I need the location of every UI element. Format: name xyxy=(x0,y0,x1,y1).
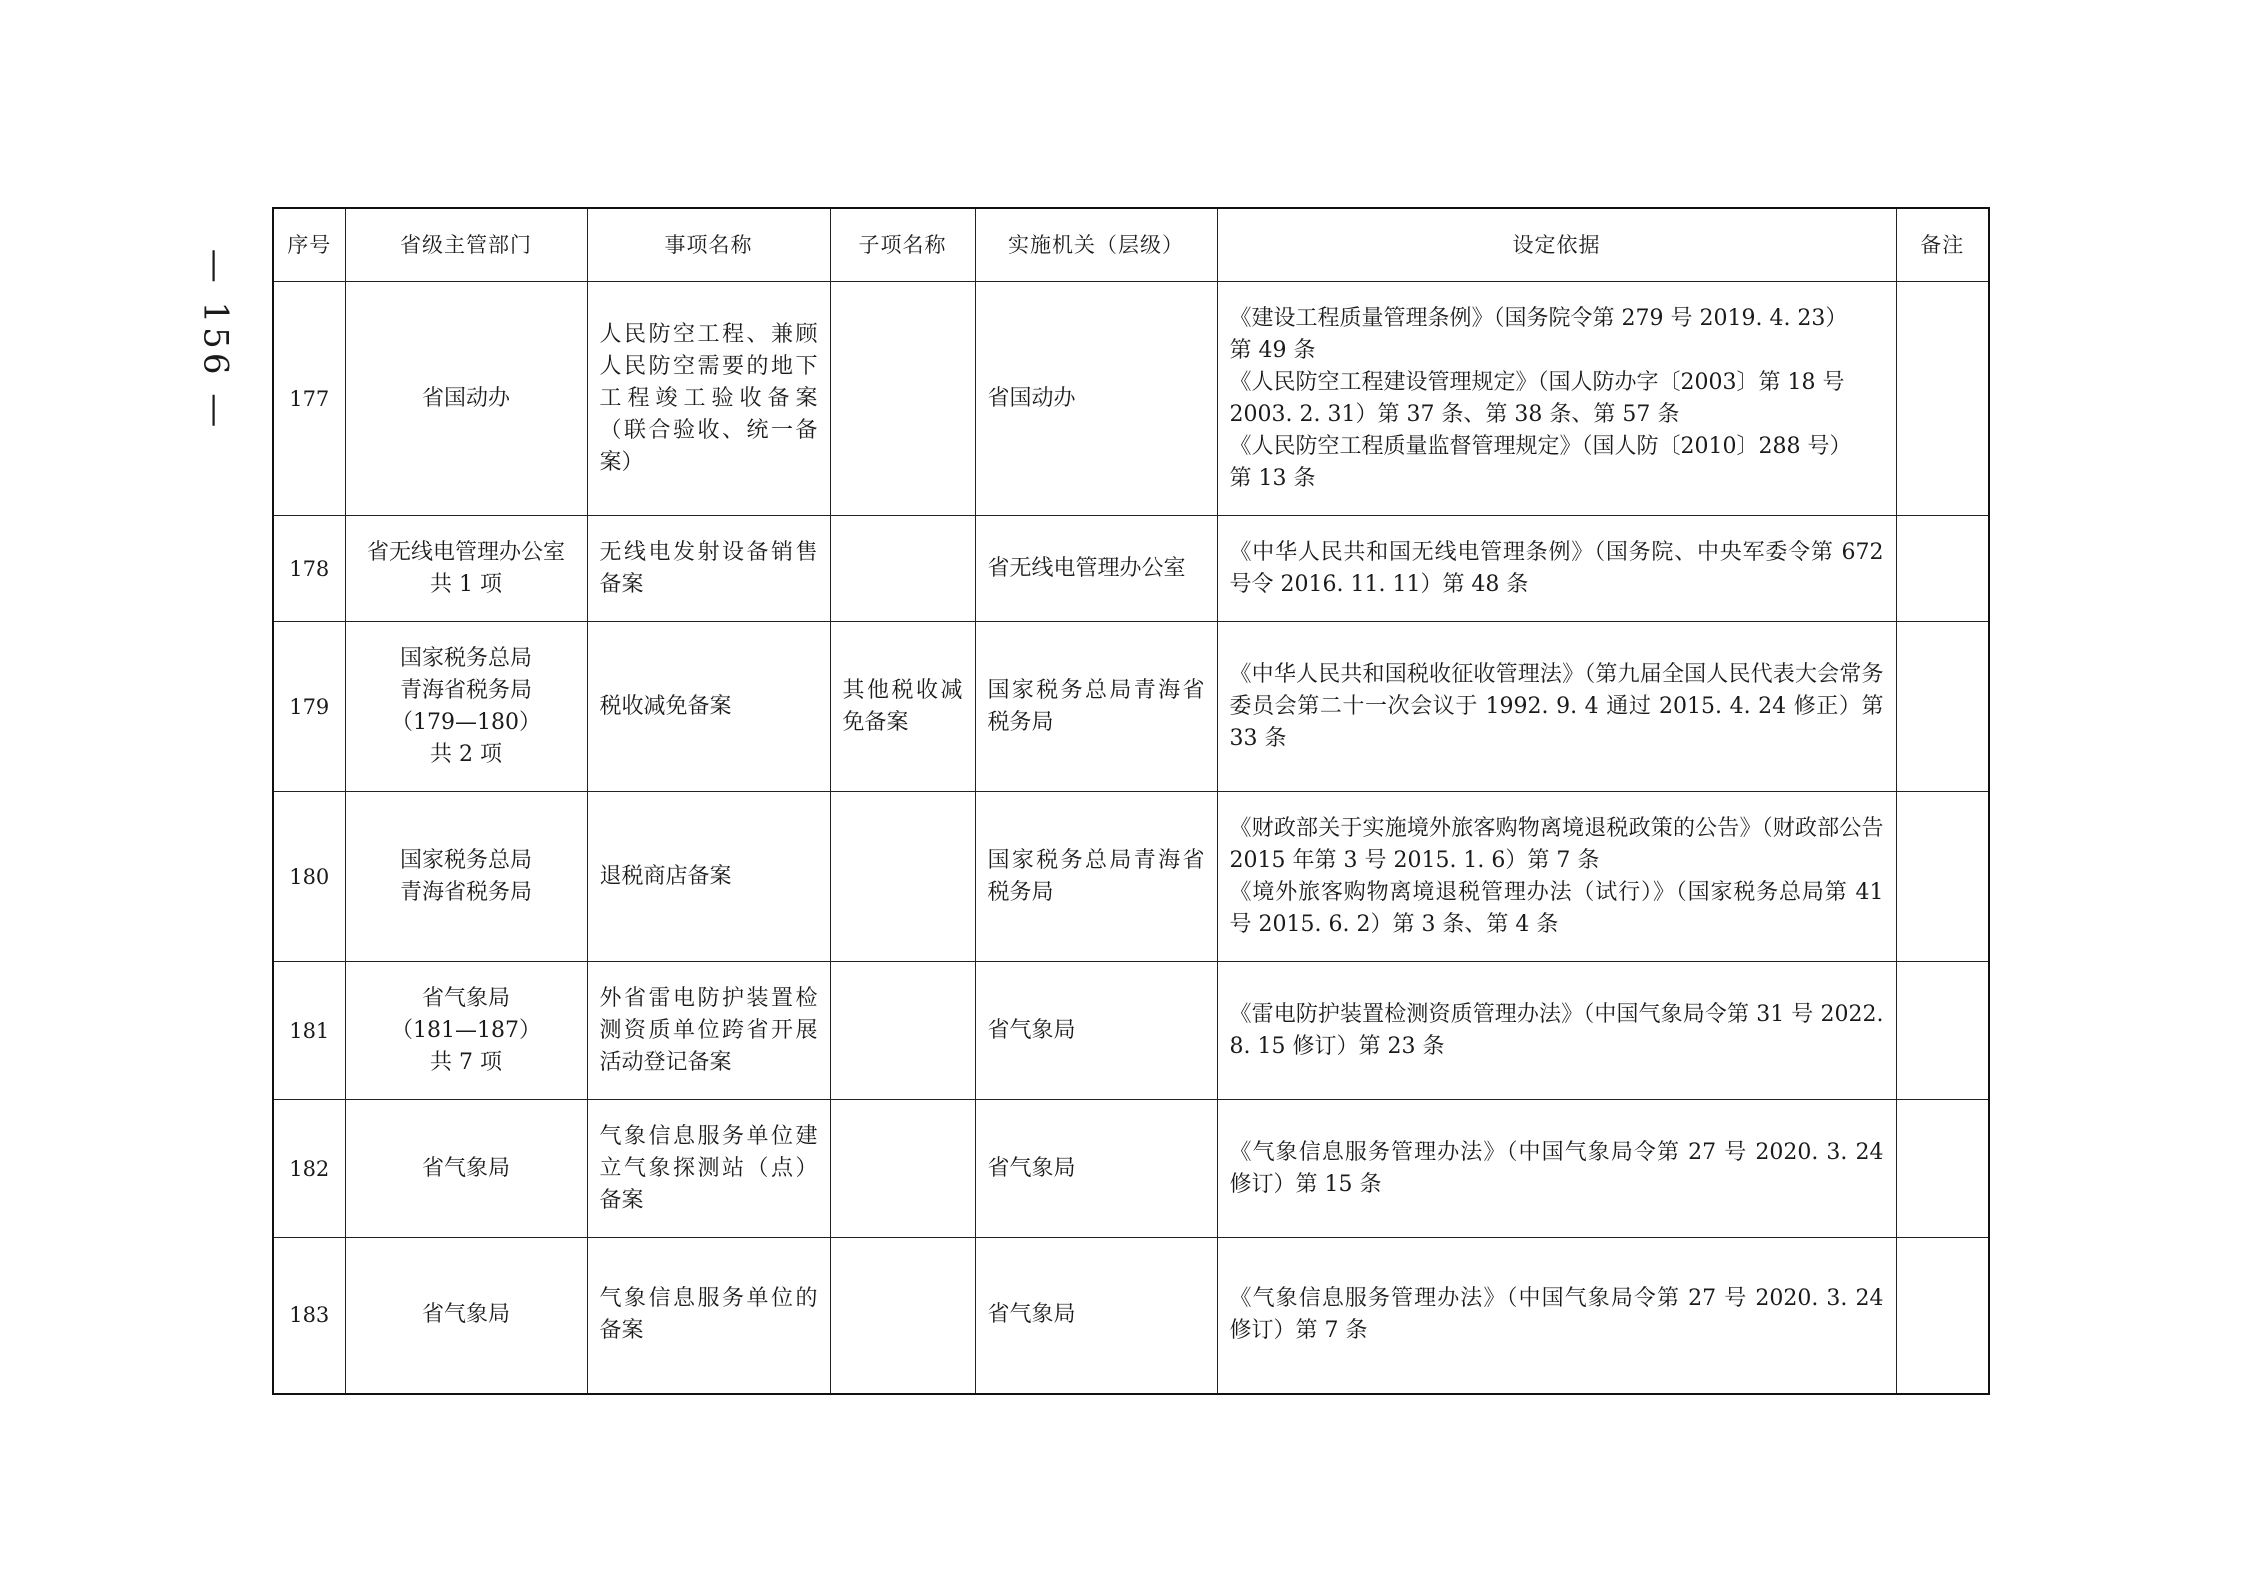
row-subitem: 其他税收减免备案 xyxy=(830,622,975,792)
table-row xyxy=(273,1100,1989,1238)
row-subitem xyxy=(830,282,975,516)
row-basis: 《建设工程质量管理条例》（国务院令第 279 号 2019. 4. 23） 第 49 条 《人民防空工程建设管理规定》（国人防办字〔2003〕第 18 号 2003. 2. 31）第 37 条、第 38 条、第 57 条 《人民防空工程质量监督管理规定》（国人防〔2010〕288 号） 第 13 条 xyxy=(1217,282,1896,516)
row-remark xyxy=(1896,282,1989,516)
row-item: 气象信息服务单位的备案 xyxy=(587,1238,830,1394)
table-header-row xyxy=(273,208,1989,282)
row-seq: 179 xyxy=(273,622,345,792)
row-authority: 省气象局 xyxy=(975,1238,1217,1394)
row-basis: 《气象信息服务管理办法》（中国气象局令第 27 号 2020. 3. 24 修订）第 7 条 xyxy=(1217,1238,1896,1394)
row-department: 省气象局 xyxy=(345,1238,587,1394)
row-seq: 183 xyxy=(273,1238,345,1394)
row-item: 税收减免备案 xyxy=(587,622,830,792)
approval-items-table xyxy=(272,207,1990,1395)
row-remark xyxy=(1896,792,1989,962)
page-number: — 156 — xyxy=(195,248,236,432)
table-row xyxy=(273,516,1989,622)
row-department: 国家税务总局 青海省税务局 xyxy=(345,792,587,962)
row-remark xyxy=(1896,1100,1989,1238)
row-basis: 《中华人民共和国税收征收管理法》（第九届全国人民代表大会常务委员会第二十一次会议于 1992. 9. 4 通过 2015. 4. 24 修正）第 33 条 xyxy=(1217,622,1896,792)
row-remark xyxy=(1896,622,1989,792)
table-row xyxy=(273,1238,1989,1394)
row-item: 无线电发射设备销售备案 xyxy=(587,516,830,622)
row-basis: 《气象信息服务管理办法》（中国气象局令第 27 号 2020. 3. 24 修订）第 15 条 xyxy=(1217,1100,1896,1238)
table-row xyxy=(273,622,1989,792)
header-department: 省级主管部门 xyxy=(345,208,587,282)
header-subitem: 子项名称 xyxy=(830,208,975,282)
row-remark xyxy=(1896,962,1989,1100)
page-number-container xyxy=(175,240,255,440)
row-subitem xyxy=(830,516,975,622)
row-basis: 《中华人民共和国无线电管理条例》（国务院、中央军委令第 672 号令 2016. 11. 11）第 48 条 xyxy=(1217,516,1896,622)
row-seq: 178 xyxy=(273,516,345,622)
row-seq: 181 xyxy=(273,962,345,1100)
row-item: 人民防空工程、兼顾人民防空需要的地下工程竣工验收备案（联合验收、统一备案） xyxy=(587,282,830,516)
row-item: 气象信息服务单位建立气象探测站（点）备案 xyxy=(587,1100,830,1238)
row-department: 国家税务总局 青海省税务局 （179—180） 共 2 项 xyxy=(345,622,587,792)
header-seq: 序号 xyxy=(273,208,345,282)
row-authority: 省国动办 xyxy=(975,282,1217,516)
row-remark xyxy=(1896,516,1989,622)
row-item: 外省雷电防护装置检测资质单位跨省开展活动登记备案 xyxy=(587,962,830,1100)
row-seq: 177 xyxy=(273,282,345,516)
header-basis: 设定依据 xyxy=(1217,208,1896,282)
header-item: 事项名称 xyxy=(587,208,830,282)
header-authority: 实施机关（层级） xyxy=(975,208,1217,282)
row-subitem xyxy=(830,1100,975,1238)
row-seq: 180 xyxy=(273,792,345,962)
table-row xyxy=(273,282,1989,516)
row-department: 省气象局 xyxy=(345,1100,587,1238)
row-authority: 省无线电管理办公室 xyxy=(975,516,1217,622)
row-department: 省无线电管理办公室 共 1 项 xyxy=(345,516,587,622)
table-row xyxy=(273,962,1989,1100)
row-department: 省气象局 （181—187） 共 7 项 xyxy=(345,962,587,1100)
row-subitem xyxy=(830,792,975,962)
row-authority: 国家税务总局青海省税务局 xyxy=(975,792,1217,962)
row-department: 省国动办 xyxy=(345,282,587,516)
row-basis: 《财政部关于实施境外旅客购物离境退税政策的公告》（财政部公告 2015 年第 3 号 2015. 1. 6）第 7 条 《境外旅客购物离境退税管理办法（试行）》（国家税务总局第 41 号 2015. 6. 2）第 3 条、第 4 条 xyxy=(1217,792,1896,962)
header-remark: 备注 xyxy=(1896,208,1989,282)
row-authority: 省气象局 xyxy=(975,1100,1217,1238)
row-basis: 《雷电防护装置检测资质管理办法》（中国气象局令第 31 号 2022. 8. 15 修订）第 23 条 xyxy=(1217,962,1896,1100)
row-item: 退税商店备案 xyxy=(587,792,830,962)
row-remark xyxy=(1896,1238,1989,1394)
row-authority: 国家税务总局青海省税务局 xyxy=(975,622,1217,792)
table-row xyxy=(273,792,1989,962)
row-seq: 182 xyxy=(273,1100,345,1238)
row-authority: 省气象局 xyxy=(975,962,1217,1100)
row-subitem xyxy=(830,1238,975,1394)
row-subitem xyxy=(830,962,975,1100)
